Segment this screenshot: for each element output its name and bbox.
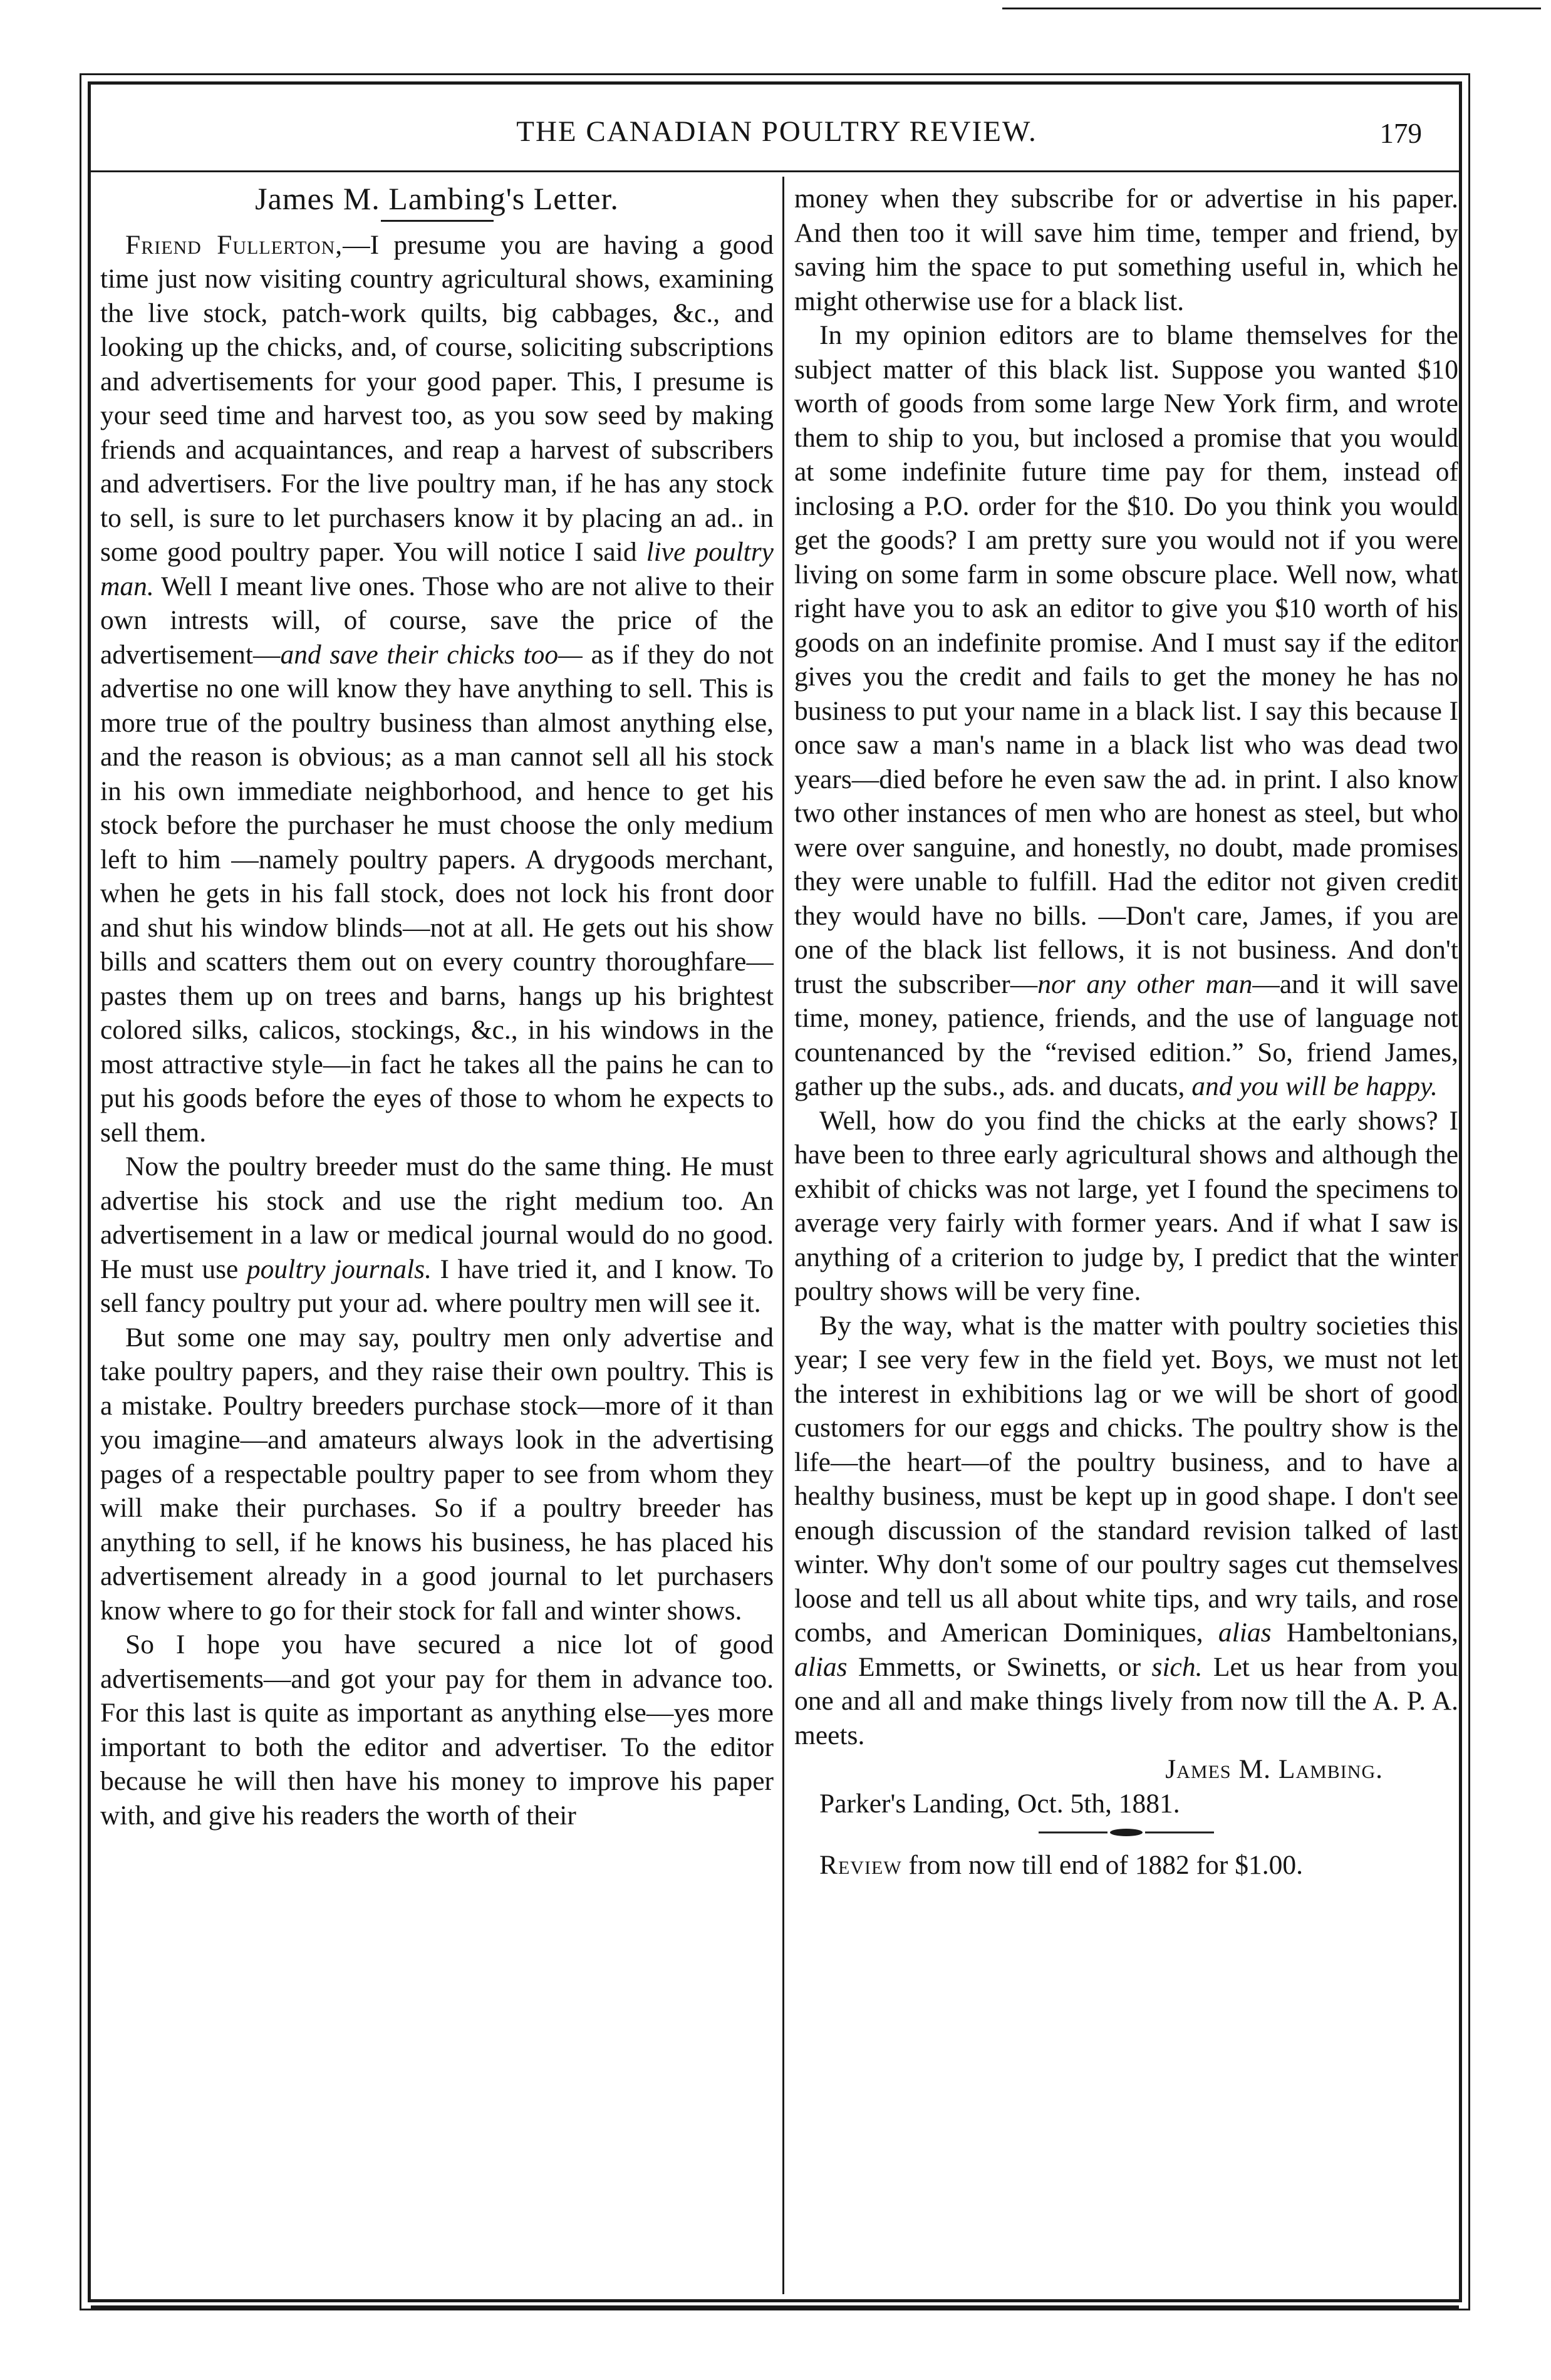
paragraph: By the way, what is the matter with poultry societies this year; I see very few in the field yet. Boys, we must not let the interest in exhibitions lag or we will be short of good customers for our eggs and chicks. The poultry show is the life—the heart—of the poultry business, and to have a healthy business, must be kept up in good shape. I don't see enough discussion of the standard revision talked of last winter. Why don't some of our poultry sages cut themselves loose and tell us all about white tips, and wry tails, and rose combs, and American Dominiques, alias Hambeltonians, alias Emmetts, or Swinetts, or sich. Let us hear from you one and all and make things lively from now till the A. P. A. meets. <box>794 1310 1458 1750</box>
paragraph: money when they subscribe for or advertise in his paper. And then too it will save him time, temper and friend, by saving him the space to put something useful in, which he might otherwise use for a black list. <box>794 184 1458 316</box>
letter-title: James M. Lambing's Letter. <box>255 182 619 216</box>
subscription-notice: Review from now till end of 1882 for $1.00. <box>819 1850 1303 1880</box>
ornament-rule-icon <box>1039 1828 1214 1837</box>
title-rule <box>381 220 494 222</box>
salutation: Friend Fullerton, <box>125 229 343 260</box>
paragraph: In my opinion editors are to blame themselves for the subject matter of this black list. Suppose you wanted $10 worth of goods from some large New York firm, and wrote them to ship to you, but inclosed a promise that you would at some indefinite future time pay for them, instead of inclosing a P.O. order for the $10. Do you think you would get the goods? I am pretty sure you would not if you were living on some farm in some obscure place. Well now, what right have you to ask an editor to give you $10 worth of his goods on an indefinite promise. And I must say if the editor gives you the credit and fails to get the money he has no business to put your name in a black list. I say this because I once saw a man's name in a black list who was dead two years—died before he even saw the ad. in print. I also know two other instances of men who are honest as steel, but who were over sanguine, and honestly, no doubt, made promises they were unable to fulfill. Had the editor not given credit they would have no bills. —Don't care, James, if you are one of the black list fellows, it is not business. And don't trust the subscriber—nor any other man—and it will save time, money, patience, friends, and the use of language not countenanced by the “revised edition.” So, friend James, gather up the subs., ads. and ducats, and you will be happy. <box>794 320 1458 1101</box>
paragraph: Now the poultry breeder must do the same thing. He must advertise his stock and use the right medium too. An advertisement in a law or medical journal would do no good. He must use poultry journals. I have tried it, and I know. To sell fancy poultry put your ad. where poultry men will see it. <box>100 1151 774 1318</box>
paragraph: Friend Fullerton,—I presume you are having a good time just now visiting country agricultural shows, examining the live stock, patch-work quilts, big cabbages, &c., and looking up the chicks, and, of course, soliciting subscriptions and advertisements for your good paper. This, I presume is your seed time and harvest too, as you sow seed by making friends and acquaintances, and reap a harvest of subscribers and advertisers. For the live poultry man, if he has any stock to sell, is sure to let purchasers know it by placing an ad.. in some good poultry paper. You will notice I said live poultry man. Well I meant live ones. Those who are not alive to their own intrests will, of course, save the price of the advertisement—and save their chicks too— as if they do not advertise no one will know they have anything to sell. This is more true of the poultry business than almost anything else, and the reason is obvious; as a man cannot sell all his stock in his own immediate neighborhood, and hence to get his stock before the purchaser he must choose the only medium left to him —namely poultry papers. A drygoods merchant, when he gets in his fall stock, does not lock his front door and shut his window blinds—not at all. He gets out his show bills and scatters them out on every country thoroughfare—pastes them up on trees and barns, hangs up his brightest colored silks, calicos, stockings, &c., in his windows in the most attractive style—in fact he takes all the pains he can to put his goods before the eyes of those to whom he expects to sell them. <box>100 229 774 1148</box>
dateline: Parker's Landing, Oct. 5th, 1881. <box>819 1788 1180 1819</box>
signature: James M. Lambing. <box>1165 1754 1383 1784</box>
journal-title: THE CANADIAN POULTRY REVIEW. <box>516 115 1037 148</box>
left-column <box>100 182 774 2255</box>
bottom-rule <box>91 2305 1459 2309</box>
top-edge-rule <box>1002 8 1541 9</box>
page-number: 179 <box>1379 118 1422 149</box>
running-header <box>113 110 1441 166</box>
paragraph: But some one may say, poultry men only advertise and take poultry papers, and they raise their own poultry. This is a mistake. Poultry breeders purchase stock—more of it than you imagine—and amateurs always look in the advertising pages of a respectable poultry paper to see from whom they will make their purchases. So if a poultry breeder has anything to sell, if he knows his business, he has placed his advertisement already in a good journal to let purchasers know where to go for their stock for fall and winter shows. <box>100 1322 774 1626</box>
column-divider <box>782 177 784 2294</box>
right-column <box>794 182 1458 2255</box>
paragraph: So I hope you have secured a nice lot of good advertisements—and got your pay for them in advance too. For this last is quite as important as anything else—yes more important to both the editor and advertiser. To the editor because he will then have his money to improve his paper with, and give his readers the worth of their <box>100 1629 774 1831</box>
header-rule <box>91 170 1459 172</box>
paragraph: Well, how do you find the chicks at the early shows? I have been to three early agricultural shows and although the exhibit of chicks was not large, yet I found the specimens to average very fairly with former years. And if what I saw is anything of a criterion to judge by, I predict that the winter poultry shows will be very fine. <box>794 1105 1458 1306</box>
